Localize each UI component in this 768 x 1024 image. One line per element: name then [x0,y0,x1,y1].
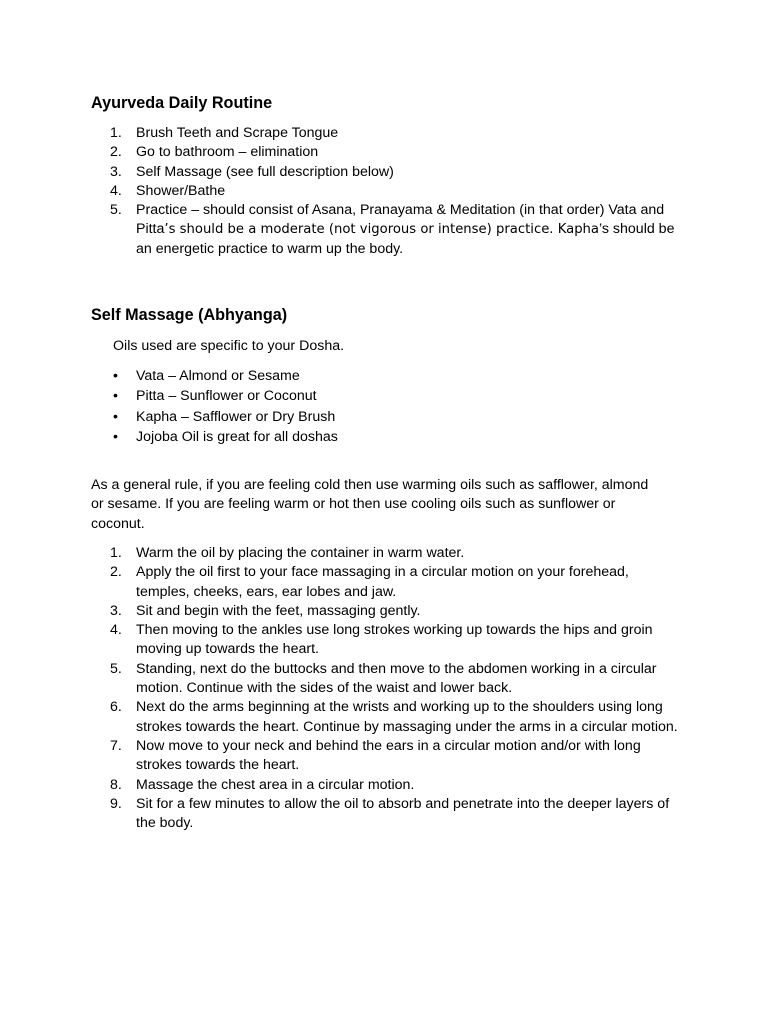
oils-intro: Oils used are specific to your Dosha. [113,338,345,354]
item-text: Pitta – Sunflower or Coconut [136,388,317,405]
item-text: Then moving to the ankles use long strokes working up towards the hips and groin moving up towards the heart. [136,622,653,658]
bullet: • [113,408,118,425]
item-text: Massage the chest area in a circular motion. [136,776,415,793]
item-number: 6. [110,699,122,716]
list-item [0,428,684,447]
item-number: 8. [110,776,122,793]
list-item [0,544,684,563]
item-number: 2. [110,564,122,581]
list-item [0,182,684,201]
routine-heading: Ayurveda Daily Routine [91,94,273,112]
item-number: 3. [110,602,122,619]
item-number: 3. [110,163,122,180]
item-text-alt-font: ’s should be a moderate (not vigorous or intense) practice. Kapha [164,222,599,238]
bullet: • [113,428,118,445]
item-number: 5. [110,202,122,219]
item-text: Go to bathroom – elimination [136,144,319,161]
item-number: 2. [110,144,122,161]
oils-list [0,367,768,447]
item-text: Apply the oil first to your face massaging in a circular motion on your forehead, temples, cheeks, ears, ear lobes and jaw. [136,564,629,600]
item-number: 5. [110,660,122,677]
item-text: Sit for a few minutes to allow the oil to absorb and penetrate into the deeper layers of the body. [136,795,670,832]
general-rule-paragraph: As a general rule, if you are feeling cold then use warming oils such as safflower, almond or sesame. If you are feeling warm or hot then use cooling oils such as sunflower or coconut. [91,477,649,532]
list-item [0,201,684,259]
list-item [0,660,684,699]
list-item [0,776,684,795]
item-text: Standing, next do the buttocks and then move to the abdomen working in a circular motion. Continue with the sides of the waist and lower back. [136,660,657,697]
item-text: Now move to your neck and behind the ears in a circular motion and/or with long strokes towards the heart. [136,737,641,774]
item-text: Next do the arms beginning at the wrists and working up to the shoulders using long strokes towards the heart. Continue by massaging under the arms in a circular motion. [136,699,678,735]
list-item [0,367,684,386]
item-number: 1. [110,125,122,141]
list-item [0,563,684,602]
item-text: Practice – should consist of Asana, Pranayama & Meditation (in that order) Vata and Pitta [136,202,665,238]
list-item [0,143,684,162]
item-text: Kapha – Safflower or Dry Brush [136,408,336,425]
massage-steps-list [0,544,768,833]
list-item [0,621,684,660]
routine-list [0,124,768,259]
list-item [0,795,684,834]
list-item [0,602,684,621]
item-text-end: ’s should be an energetic practice to warm up the body. [136,221,675,257]
bullet: • [113,368,118,384]
list-item [0,408,684,427]
item-number: 7. [110,737,122,754]
item-text: Warm the oil by placing the container in warm water. [136,545,465,561]
list-item [0,737,684,776]
item-number: 4. [110,182,122,199]
item-number: 9. [110,795,122,812]
item-text: Brush Teeth and Scrape Tongue [136,125,339,141]
item-number: 4. [110,622,122,639]
list-item [0,163,684,182]
item-text: Sit and begin with the feet, massaging gently. [136,602,421,619]
list-item [0,698,684,737]
item-text: Shower/Bathe [136,182,226,199]
bullet: • [113,388,118,405]
list-item [0,387,684,406]
massage-heading: Self Massage (Abhyanga) [91,306,288,324]
item-text: Vata – Almond or Sesame [136,368,300,384]
item-text: Self Massage (see full description below) [136,163,394,180]
list-item [0,124,684,143]
item-text: Jojoba Oil is great for all doshas [136,428,338,445]
item-number: 1. [110,545,122,561]
